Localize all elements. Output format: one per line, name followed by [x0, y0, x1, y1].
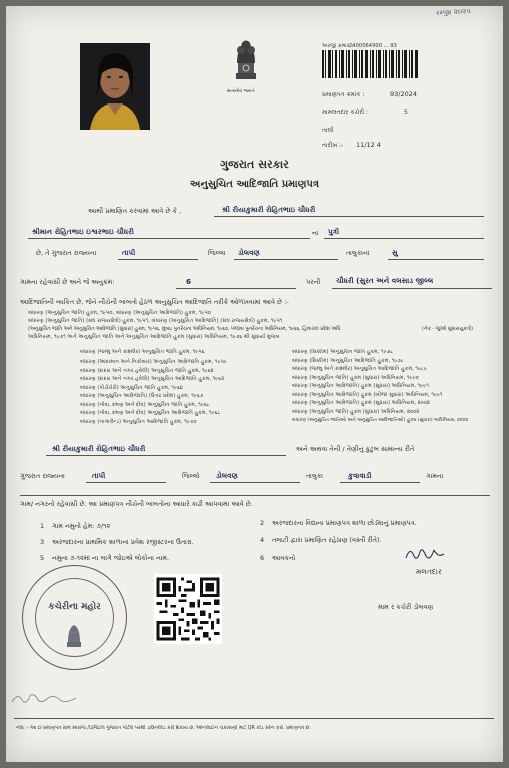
signatory-office: મામ ર કચેરી ડોલવણ	[378, 603, 434, 611]
list-item: બંધારણ (સિક્કીમ) અનુસુચિત જાતિ હુકમ, ૧૯૭૮	[292, 349, 394, 355]
applicant-name: શ્રી રીયાકુમારી રોહિતભાઇ ચૌધરી	[222, 205, 316, 214]
family-text: અને અથવા તેની / તેણીનું કુટુંબ સામાન્ય રીતે	[296, 445, 415, 453]
tribe-intro: આદિજાતિની વ્યકિત છે, જેને નીચેની બાબતો હેઠળ અનુસુચિત આદિજાતિ તરીકે ઓળખવામાં આવે છે :-	[20, 298, 289, 306]
emblem-caption: સત્યમેવ જયતે	[227, 89, 255, 94]
village-text: ગામના રહેવાસી છે અને જે અનુક્રમ:	[20, 278, 115, 286]
application-no: 2400064900 ... 93	[349, 43, 397, 49]
document-item: અરજદારના વિદ્યાના પ્રમાણપત્ર શાળા છોડ્યાનું પ્રમાણપત્ર.	[272, 519, 417, 527]
handwritten-mark	[10, 690, 80, 708]
stamp-emblem-icon	[59, 622, 89, 650]
list-item: બંધારણ (ગોવા, દમણ અને દીવ) અનુસુચિત જાતિ હુકમ, ૧૯૬૮	[80, 401, 210, 408]
document-item: ગામ નમુનો હેમ: ૭/૧૨	[52, 522, 111, 530]
footer-note: નોંધ :- આ ઈ-પ્રમાણપત્ર ગ્રામ સ્વરાજ /ડિજિટલ ગુજરાત પોર્ટલ પરથી ડાઉનલોડ કરી શકાય છે. ઓનલાઈન ચકાસણી માટે QR કોડ સ્કેન કરો. પ્રમાણપત્ર છે.	[16, 726, 311, 731]
document-item: તલાટી દ્વારા પ્રમાણિત રહેઠાણ (વસ્તી રીતે).	[272, 536, 382, 544]
list-item: બંધારણ (આંદામાન અને નિકોબાર) અનુસુચિત આદિજાતિ હુકમ, ૧૯૫૯	[80, 359, 228, 365]
certify-text: આથી પ્રમાણિત કરવામાં આવે છે કે ,	[88, 207, 182, 215]
document-item: આવકનો	[272, 554, 296, 562]
office-label: મામલતદાર કચેરી :	[322, 109, 369, 116]
applicant-photo	[80, 43, 150, 130]
basis-text: ગામ/ નગરનો રહેવાસી છે. આ પ્રમાણપત્ર નીચેની બાબતોના આધારે કાઢી આપવામાં આવે છે.	[20, 500, 253, 508]
taluka-value: સુ	[392, 248, 398, 257]
title-certificate: અનુસુચિત આદિજાતિ પ્રમાણપત્ર	[189, 179, 320, 190]
national-emblem-icon	[224, 33, 268, 91]
tribe-name: ચૌધરી (સુરત અને વલસાડ જીલ્લ	[336, 276, 434, 285]
orders-block	[28, 310, 340, 342]
taluka2-label: તાલુકા	[306, 472, 323, 480]
taluka2-name: તાપી	[92, 471, 106, 480]
office-value: 5	[404, 109, 408, 116]
document-number: 1	[40, 522, 45, 530]
order-line: બંધારણ (જમ્મુ અને કાશ્મીર) અનુસુચિત જાતિ હુકમ, ૧૯૫૬	[80, 349, 205, 355]
state-label: છે, તે ગુજરાત રાજ્યના	[36, 249, 97, 257]
qr-code	[154, 574, 222, 644]
list-item: બંધારણ (પોંડીચેરી) અનુસુચિત જાતિ હુકમ, ૧૯૬૪	[80, 384, 184, 391]
list-item: બંધારણ (દાદરા અને નગર હવેલી) અનુસુચિત જાતિ હુકમ, ૧૯૬૨	[80, 367, 214, 374]
serial-no: 6	[186, 277, 192, 286]
village2-label: ગામના	[426, 472, 444, 480]
document-number: 4	[260, 536, 265, 544]
document-item: નમુના ૭-૧૨માં ના લાગે જોઇએ લોકોના નામ.	[52, 554, 170, 562]
district-name: ડોલવણ	[238, 248, 260, 257]
document-number: 2	[260, 519, 265, 527]
paragraph-label: પરની	[306, 278, 321, 286]
list-item: બંધારણ (અનુસુચિત આદિજાતિ) હુકમ (બીજા સુધારા) અધિનિયમ, ૧૯૯૧	[292, 391, 443, 398]
taluka-label: તાલુકાનાં	[346, 249, 370, 257]
list-item: બંધારણ (અનુસુચિત આદિજાતિ) (ઉત્તર પ્રદેશ) હુકમ, ૧૯૬૭	[80, 393, 204, 399]
date-label: તારીખ :-	[322, 142, 344, 149]
list-item: બંધારણ (દાદરા અને નગર હવેલી) અનુસુચિત આદિજાતિ હુકમ, ૧૯૬૨	[80, 376, 225, 382]
taluka2-value: કુવાવાડી	[348, 471, 372, 480]
taluka-header-label: તાલી	[322, 127, 334, 134]
district2-label: જિલ્લો	[182, 472, 200, 480]
document-number: 5	[40, 554, 45, 562]
signature-scribble	[404, 544, 448, 564]
list-item: બંધારણ (અનુસુચિત આદિજાતિ) હુકમ (સુધારા) અધિનિયમ, ૨૦૦૨	[292, 400, 430, 406]
district-label: જિલ્લા	[208, 249, 226, 257]
title-government: ગુજરાત સરકાર	[220, 158, 289, 171]
certificate-no: 93/2024	[390, 90, 418, 98]
taluka-name: તાપી	[122, 248, 136, 257]
corner-note: રમ્પુ૪ ૨૦૨૫	[435, 7, 471, 17]
office-stamp	[22, 565, 127, 670]
order-line: અધિનિયમ, ૧૯૭૧ અને અનુસુચિત જાતિ અને અનુસુચિત આદિજાતિ હુકમ (સુધારા) અધિનિયમ, ૧૯૭૬ થી સુધાર્યા મુજબ	[28, 334, 280, 340]
document-number: 3	[40, 538, 45, 546]
date-value: 11/12 4	[356, 141, 381, 149]
orders-right-note: (નેક - જુઓ સુધારાયુકતો)	[422, 327, 473, 332]
signatory-title: મલતદાર	[416, 567, 442, 576]
district2-name: ડોલવણ	[216, 471, 238, 480]
stamp-text: કચેરીના મહોર	[48, 602, 101, 612]
document-item: અરજદારના પ્રાથમિક શાળાના પ્રવેશ રજીસ્ટરના ઉતારા.	[52, 538, 194, 546]
father-name: શ્રીમાન રોહિતભાઇ ઇશ્વરભાઇ ચૌધરી	[32, 227, 134, 236]
document-number: 6	[260, 554, 265, 562]
order-line: બંધારણ (અનુસુચિત જાતિ) હુકમ, ૧૯૫૦, બંધારણ (અનુસુચિત આદિજાતિ) હુકમ, ૧૯૫૦	[28, 310, 212, 316]
list-item: બંધારણ (અનુસુચિત જાતિ) હુકમ (સુધારા) અધિનિયમ, ૧૯૯૦	[292, 374, 419, 381]
orders-list-right	[292, 349, 492, 426]
list-item: બંધારણ (નાગાલેન્ડ) અનુસુચિત આદિજાતિ હુકમ, ૧૯૭૦	[80, 418, 197, 425]
list-item: બંધારણ (અનુસુચિત જાતિ) હુકમ (સુધારા) અધિનિયમ, ૨૦૦૨	[292, 408, 420, 415]
certificate-no-label: પ્રમાણપત્ર ક્રમાંક :	[322, 91, 365, 98]
list-item: બંધારણ (ગોવા, દમણ અને દીવ) અનુસુચિત આદિજાતિ હુકમ, ૧૯૬૮	[80, 410, 221, 416]
certificate-page	[6, 6, 503, 762]
na-label: ના	[312, 229, 319, 237]
list-item: બંધારણ (જમ્મુ અને કાશ્મીર) અનુસુચિત આદિજાતિ હુકમ, ૧૯૮૯	[292, 366, 427, 372]
orders-list-left	[80, 359, 227, 427]
applicant-name-repeat: શ્રી રીયાકુમારી રોહિતભાઇ ચૌધરી	[52, 444, 146, 453]
barcode	[322, 50, 418, 78]
state2-label: ગુજરાત રાજ્યના	[20, 472, 65, 480]
order-line: (અનુસુચિત જાતિ અને અનુસુચિત આદિજાતિ (સુધારા) હુકમ, ૧૯૫૬, મુંબઇ પુનર્રચના અધિનિયમ, ૧૯૬૦, પંજાબ પુનર્રચના અધિનિયમ, ૧૯૬૬, હિમાચલ પ્રદેશ અધિ	[28, 327, 341, 332]
list-item: બંધારણ (અનુસુચિત આદિજાતિ) હુકમ (સુધારા) અધિનિયમ, ૧૯૯૧	[292, 383, 429, 389]
relation: પુત્રી	[328, 227, 340, 236]
list-item: બંધારણ (અનુસુચિત જાતિઓ અને અનુસુચિત આદિજાતિઓ) હુકમ (સુધારા) અધિનિયમ, ૨૦૦૨	[292, 418, 469, 423]
application-no-label: અરજી ક્રમાંક :	[322, 43, 354, 49]
list-item: બંધારણ (સિક્કીમ) અનુસુચિત આદિજાતિ હુકમ, ૧૯૭૮	[292, 357, 404, 364]
order-line: બંધારણ (અનુસુચિત જાતિ) (સંઘ રાજયક્ષેત્રો) હુકમ, ૧૯૫૧, બંધારણ (અનુસુચિત આદિજાતિ) (સંઘ રાજયક્ષેત્રો) હુકમ, ૧૯૫૧	[28, 318, 283, 324]
